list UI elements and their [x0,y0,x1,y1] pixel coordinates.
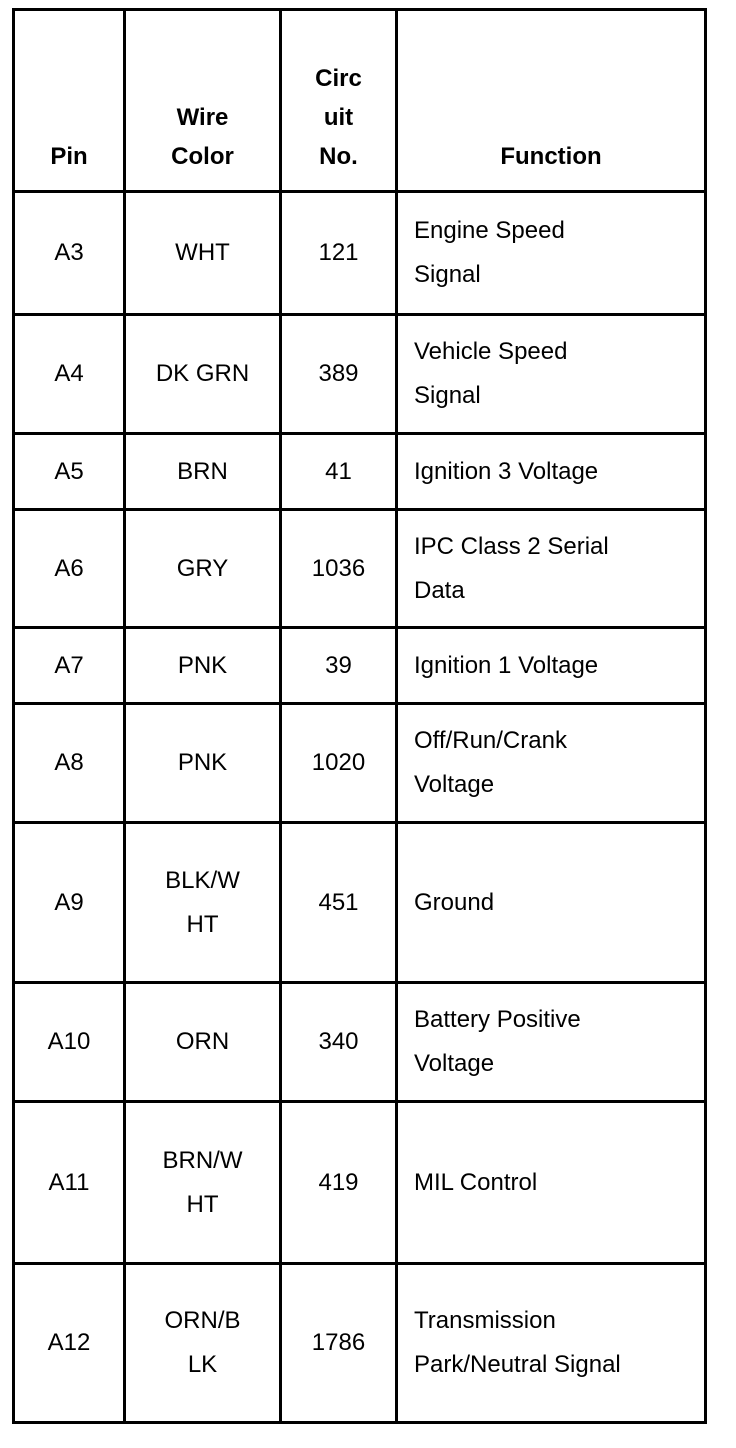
table-row [14,1264,706,1423]
table-row [14,510,706,628]
wire-color-cell: DK GRN [125,315,281,434]
pin-cell: A9 [14,823,125,983]
table-row [14,628,706,704]
pin-cell: A3 [14,192,125,315]
table-row [14,823,706,983]
function-cell: Vehicle Speed Signal [397,315,706,434]
table-row [14,704,706,823]
wire-color-cell: PNK [125,628,281,704]
function-cell: Battery Positive Voltage [397,983,706,1102]
function-cell: Engine Speed Signal [397,192,706,315]
pin-cell: A6 [14,510,125,628]
function-cell: MIL Control [397,1102,706,1264]
function-cell: Ignition 3 Voltage [397,434,706,510]
wire-color-cell: ORN [125,983,281,1102]
wire-color-cell: GRY [125,510,281,628]
table-row [14,1102,706,1264]
wire-color-cell: BRN/W HT [125,1102,281,1264]
circuit-cell: 419 [281,1102,397,1264]
pin-cell: A11 [14,1102,125,1264]
pin-cell: A5 [14,434,125,510]
function-cell: Ground [397,823,706,983]
circuit-cell: 1036 [281,510,397,628]
circuit-cell: 340 [281,983,397,1102]
table-row [14,983,706,1102]
header-row [14,10,706,192]
circuit-cell: 451 [281,823,397,983]
header-function: Function [397,10,706,192]
circuit-cell: 121 [281,192,397,315]
table-row [14,434,706,510]
pin-table [12,8,707,1424]
header-wire-color: Wire Color [125,10,281,192]
wire-color-cell: BLK/W HT [125,823,281,983]
function-cell: IPC Class 2 Serial Data [397,510,706,628]
header-pin: Pin [14,10,125,192]
wire-color-cell: PNK [125,704,281,823]
circuit-cell: 41 [281,434,397,510]
function-cell: Transmission Park/Neutral Signal [397,1264,706,1423]
pin-cell: A8 [14,704,125,823]
pin-cell: A4 [14,315,125,434]
circuit-cell: 1786 [281,1264,397,1423]
circuit-cell: 389 [281,315,397,434]
pin-cell: A10 [14,983,125,1102]
table-row [14,192,706,315]
circuit-cell: 1020 [281,704,397,823]
pin-cell: A7 [14,628,125,704]
function-cell: Ignition 1 Voltage [397,628,706,704]
function-cell: Off/Run/Crank Voltage [397,704,706,823]
wire-color-cell: ORN/B LK [125,1264,281,1423]
table-row [14,315,706,434]
wire-color-cell: BRN [125,434,281,510]
pin-cell: A12 [14,1264,125,1423]
wire-color-cell: WHT [125,192,281,315]
circuit-cell: 39 [281,628,397,704]
header-circuit-no: Circ uit No. [281,10,397,192]
